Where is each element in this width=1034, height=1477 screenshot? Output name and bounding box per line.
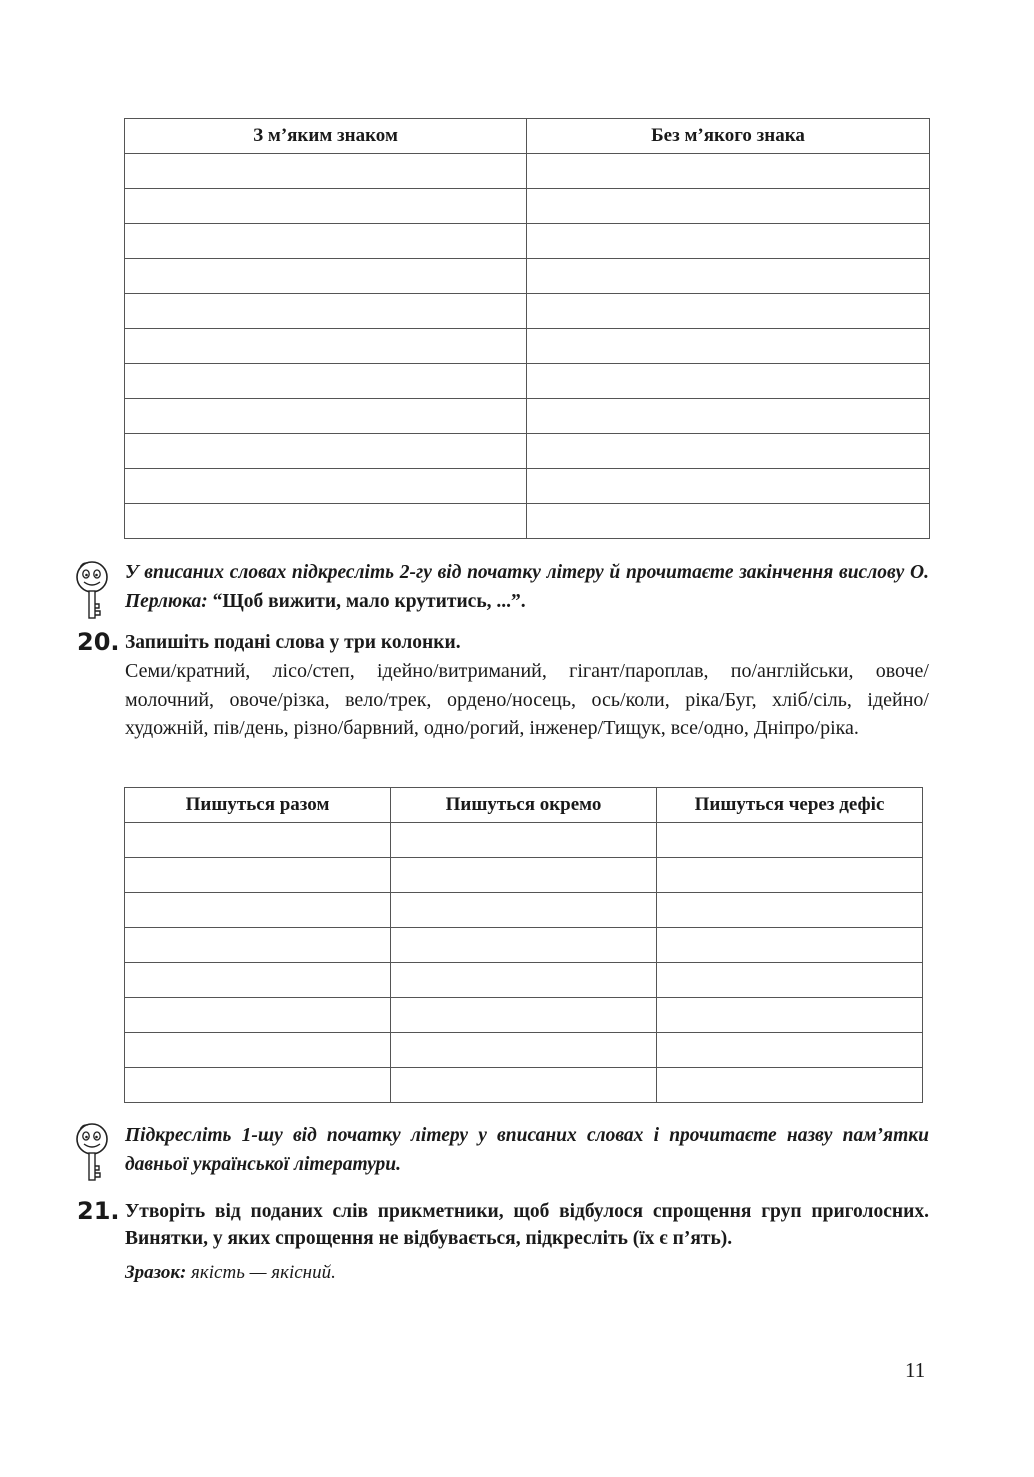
table1-blank-cell[interactable] bbox=[527, 504, 930, 539]
key-icon bbox=[72, 1122, 112, 1184]
table1-blank-row bbox=[125, 434, 930, 469]
table1-blank-cell[interactable] bbox=[125, 259, 527, 294]
table1-blank-cell[interactable] bbox=[527, 294, 930, 329]
table2-blank-cell[interactable] bbox=[125, 1033, 391, 1068]
table2-blank-row bbox=[125, 1033, 923, 1068]
table1-blank-cell[interactable] bbox=[125, 364, 527, 399]
table1-blank-cell[interactable] bbox=[125, 469, 527, 504]
table1-blank-cell[interactable] bbox=[125, 434, 527, 469]
table1-blank-row bbox=[125, 364, 930, 399]
table1-blank-cell[interactable] bbox=[125, 294, 527, 329]
table1-blank-cell[interactable] bbox=[125, 189, 527, 224]
table1-blank-row bbox=[125, 329, 930, 364]
table2-blank-cell[interactable] bbox=[125, 998, 391, 1033]
table1-blank-cell[interactable] bbox=[527, 189, 930, 224]
table2-blank-cell[interactable] bbox=[391, 858, 657, 893]
table1-blank-cell[interactable] bbox=[527, 259, 930, 294]
exercise-20-title: Запишіть подані слова у три колонки. bbox=[125, 632, 461, 653]
table1-header-with-soft-sign: З м’яким знаком bbox=[125, 119, 527, 154]
table1-blank-row bbox=[125, 259, 930, 294]
table2-blank-cell[interactable] bbox=[125, 893, 391, 928]
table2-blank-cell[interactable] bbox=[657, 928, 923, 963]
table1-blank-cell[interactable] bbox=[125, 504, 527, 539]
hint-paragraph-1 bbox=[125, 558, 929, 616]
table1-blank-cell[interactable] bbox=[527, 224, 930, 259]
table2-blank-cell[interactable] bbox=[657, 1068, 923, 1103]
hint1-quote: “Щоб вижити, мало крутитись, ...”. bbox=[212, 591, 526, 612]
table2-blank-row bbox=[125, 963, 923, 998]
table1-blank-row bbox=[125, 224, 930, 259]
table1-blank-row bbox=[125, 294, 930, 329]
table-spelling-columns bbox=[124, 787, 923, 1103]
exercise-21-number: 21. bbox=[77, 1197, 120, 1225]
table1-header-without-soft-sign: Без м’якого знака bbox=[527, 119, 930, 154]
exercise-20-words: Семи/кратний, лісо/степ, ідейно/витриманий, гігант/пароплав, по/англійськи, овоче/молочний, овоче/різка, вело/трек, ордено/носець, ось/коли, ріка/Буг, хліб/сіль, ідейно/художній, пів/день, різно/барвний, одно/рогий, інженер/Тищук, все/одно, Дніпро/ріка. bbox=[125, 660, 929, 739]
table2-blank-cell[interactable] bbox=[391, 998, 657, 1033]
table1-blank-row bbox=[125, 399, 930, 434]
table2-header-hyphen: Пишуться через дефіс bbox=[657, 788, 923, 823]
table2-blank-cell[interactable] bbox=[125, 1068, 391, 1103]
table2-blank-cell[interactable] bbox=[391, 1033, 657, 1068]
table2-header-together: Пишуться разом bbox=[125, 788, 391, 823]
table1-blank-row bbox=[125, 189, 930, 224]
table1-blank-cell[interactable] bbox=[125, 224, 527, 259]
table2-blank-cell[interactable] bbox=[391, 893, 657, 928]
table1-blank-cell[interactable] bbox=[125, 154, 527, 189]
table1-blank-cell[interactable] bbox=[527, 434, 930, 469]
table2-blank-cell[interactable] bbox=[391, 823, 657, 858]
table-soft-sign bbox=[124, 118, 930, 539]
table1-blank-cell[interactable] bbox=[527, 329, 930, 364]
sample-label: Зразок: bbox=[125, 1262, 187, 1283]
table1-blank-row bbox=[125, 154, 930, 189]
table2-blank-cell[interactable] bbox=[125, 858, 391, 893]
table1-blank-cell[interactable] bbox=[527, 364, 930, 399]
table2-blank-cell[interactable] bbox=[657, 963, 923, 998]
exercise-21-title: Утворіть від поданих слів прикметники, щоб відбулося спрощення груп приголосних. Винятки, у яких спрощення не відбувається, підкресліть (їх є п’ять). bbox=[125, 1201, 929, 1249]
table2-blank-cell[interactable] bbox=[125, 928, 391, 963]
table1-blank-cell[interactable] bbox=[527, 469, 930, 504]
table2-blank-cell[interactable] bbox=[657, 858, 923, 893]
table2-blank-row bbox=[125, 823, 923, 858]
table2-blank-row bbox=[125, 893, 923, 928]
table1-blank-row bbox=[125, 469, 930, 504]
table1-blank-cell[interactable] bbox=[125, 399, 527, 434]
exercise-20-number: 20. bbox=[77, 628, 120, 656]
table2-blank-row bbox=[125, 858, 923, 893]
table2-blank-cell[interactable] bbox=[657, 823, 923, 858]
page-number: 11 bbox=[905, 1358, 926, 1382]
table1-blank-cell[interactable] bbox=[527, 154, 930, 189]
table2-header-separately: Пишуться окремо bbox=[391, 788, 657, 823]
table2-blank-cell[interactable] bbox=[125, 963, 391, 998]
sample-text: якість — якісний. bbox=[191, 1262, 336, 1283]
table2-blank-cell[interactable] bbox=[391, 963, 657, 998]
table2-blank-cell[interactable] bbox=[657, 1033, 923, 1068]
table2-blank-row bbox=[125, 998, 923, 1033]
table2-blank-cell[interactable] bbox=[391, 1068, 657, 1103]
table2-blank-cell[interactable] bbox=[125, 823, 391, 858]
hint-paragraph-2: Підкресліть 1-шу від початку літеру у вписаних словах і прочитаєте назву пам’ятки давньої української літератури. bbox=[125, 1125, 929, 1175]
table1-blank-cell[interactable] bbox=[125, 329, 527, 364]
table2-blank-cell[interactable] bbox=[657, 998, 923, 1033]
table1-blank-cell[interactable] bbox=[527, 399, 930, 434]
table2-blank-cell[interactable] bbox=[391, 928, 657, 963]
exercise-21-sample bbox=[125, 1262, 336, 1284]
table2-blank-row bbox=[125, 928, 923, 963]
hint1-text: У вписаних словах підкресліть 2-гу від початку літеру й прочитаєте закінчення вислову О. Перлюка: bbox=[125, 562, 929, 612]
table1-blank-row bbox=[125, 504, 930, 539]
table2-blank-cell[interactable] bbox=[657, 893, 923, 928]
key-icon bbox=[72, 560, 112, 622]
table2-blank-row bbox=[125, 1068, 923, 1103]
